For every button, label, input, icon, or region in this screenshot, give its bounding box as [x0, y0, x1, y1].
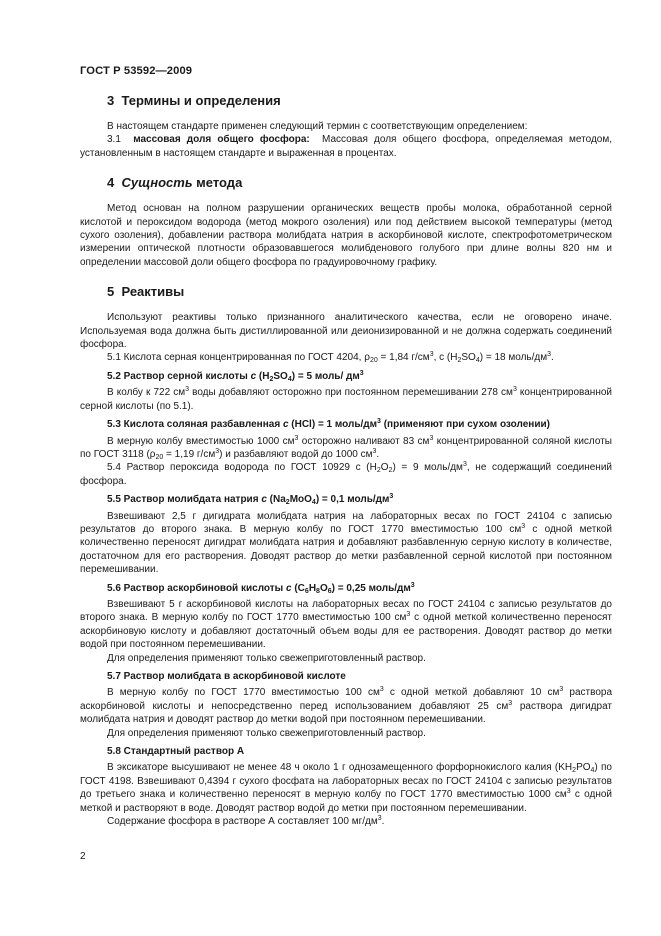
paragraph-5-8-content: Содержание фосфора в растворе А составляет 100 $мг/дм^3$. — [107, 815, 385, 828]
section-5-intro: Используют реактивы только признанного аналитического качества, если не оговорено иначе. Используемая вода должна быть дистиллированной или деионизированной и не должна содержать соединений фосфора. — [80, 312, 612, 351]
paragraph-5-7: В мерную колбу по ГОСТ 1770 вместимостью 100 $см^3$ с одной меткой добавляют 10 $см^3$ раствора аскорбиновой кислоты и непосредственно перед использованием добавляют 25 $см^3$ раствора дигидрат молибдата натрия и доводят раствор до метки водой при постоянном перемешивании. — [80, 686, 613, 726]
document-standard-id: ГОСТ Р 53592—2009 — [80, 65, 193, 77]
section-3-heading: 3 Термины и определения — [107, 93, 281, 108]
page-number: 2 — [80, 851, 86, 862]
subsection-5-6-heading: 5.6 Раствор аскорбиновой кислоты c $(C_6H_8O_6) = 0,25$ моль/$дм^3$ — [107, 581, 415, 595]
section-4-heading: 4 Сущность метода — [107, 175, 243, 191]
term-3-1: 3.1 массовая доля общего фосфора: Массовая доля общего фосфора, определяемая методом, установленным в настоящем стандарте и выраженная в процентах. — [80, 134, 613, 159]
paragraph-5-2: В колбу к 722 $см^3$ воды добавляют осторожно при постоянном перемешивании 278 $см^3$ концентрированной серной кислоты (по 5.1). — [80, 386, 613, 412]
paragraph-5-8: В эксикаторе высушивают не менее 48 ч около 1 г однозамещенного форфорнокислого калия $(KH_2PO_4)$ по ГОСТ 4198. Взвешивают 0,4394 г сухого фосфата на лабораторных весах по ГОСТ 24104 с записью результатов до третьего знака и количественно переносят в мерную колбу по ГОСТ 1770 вместимостью 1000 $см^3$ с одной меткой и растворяют в воде. Доводят раствор водой до метки при постоянном перемешивании. — [80, 762, 612, 814]
subsection-5-3-heading: 5.3 Кислота соляная разбавленная c (HCl) = 1 моль/$дм^3$ (применяют при сухом озолении) — [107, 418, 550, 431]
subsection-5-8-heading: 5.8 Стандартный раствор А — [107, 746, 245, 758]
paragraph-5-7-fresh: Для определения применяют только свежеприготовленный раствор. — [107, 727, 426, 739]
section-3-intro: В настоящем стандарте применен следующий термин с соответствующим определением: — [107, 121, 528, 132]
subsection-5-7-heading: 5.7 Раствор молибдата в аскорбиновой кислоте — [107, 671, 346, 682]
section-5-heading: 5 Реактивы — [107, 284, 185, 300]
paragraph-5-1: 5.1 Кислота серная концентрированная по ГОСТ 4204, $\rho_{20} = 1,84$ $г/см^3$, c $(H_2SO_4) = 18$ моль/$дм^3$. — [107, 351, 554, 365]
section-4-text: Метод основан на полном разрушении органических веществ пробы молока, обработанной серной кислотой и пероксидом водорода (метод мокрого озоления) или под действием высокой температуры (метод сухого озоления), добавлении раствора молибдата натрия в аскорбиновой кислоте, спектрофотометрическом измерении оптической плотности образовавшегося молибденового голубого при длине волны 820 нм и определении массовой доли общего фосфора по градуировочному графику. — [80, 203, 612, 268]
paragraph-5-6-fresh: Для определения применяют только свежеприготовленный раствор. — [107, 652, 426, 664]
subsection-5-5-heading: 5.5 Раствор молибдата натрия c $(Na_2MoO_4) = 0,1$ моль/$дм^3$ — [107, 493, 394, 507]
page-content — [80, 93, 612, 828]
subsection-5-2-heading: 5.2 Раствор серной кислоты c $(H_2SO_4) = 5$ моль/ $дм^3$ — [107, 369, 364, 383]
paragraph-5-3: В мерную колбу вместимостью 1000 $см^3$ осторожно наливают 83 $см^3$ концентрированной соляной кислоты по ГОСТ 3118 ($\rho_{20} = 1,19$ $г/см^3$) и разбавляют водой до 1000 $см^3$. — [80, 434, 612, 461]
paragraph-5-5: Взвешивают 2,5 г дигидрата молибдата натрия на лабораторных весах по ГОСТ 24104 с записью результатов до второго знака. В мерную колбу по ГОСТ 1770 вместимостью 100 $см^3$ с одной меткой количественно переносят дигидрат молибдата натрия и добавляют разбавленную серную кислоту в количестве, достаточном для его растворения. Доводят раствор до метки разбавленной серной кислотой при постоянном перемешивании. — [80, 510, 612, 576]
term-name: массовая доля общего фосфора: — [133, 134, 310, 146]
paragraph-5-4: 5.4 Раствор пероксида водорода по ГОСТ 10929 c $(H_2O_2) = 9$ моль/$дм^3$, не содержащий соединений фосфора. — [80, 461, 612, 487]
term-definition: Массовая доля общего фосфора, определяемая методом, установленным в настоящем стандарте и выраженная в процентах. — [80, 134, 613, 159]
paragraph-5-6: Взвешивают 5 г аскорбиновой кислоты на лабораторных весах по ГОСТ 24104 с записью результатов до второго знака. В мерную колбу по ГОСТ 1770 вместимостью 100 $см^3$ с одной меткой количественно переносят аскорбиновую кислоту и добавляют достаточный объем воды для ее растворения. Доводят раствор до метки водой при постоянном перемешивании. — [80, 598, 612, 651]
